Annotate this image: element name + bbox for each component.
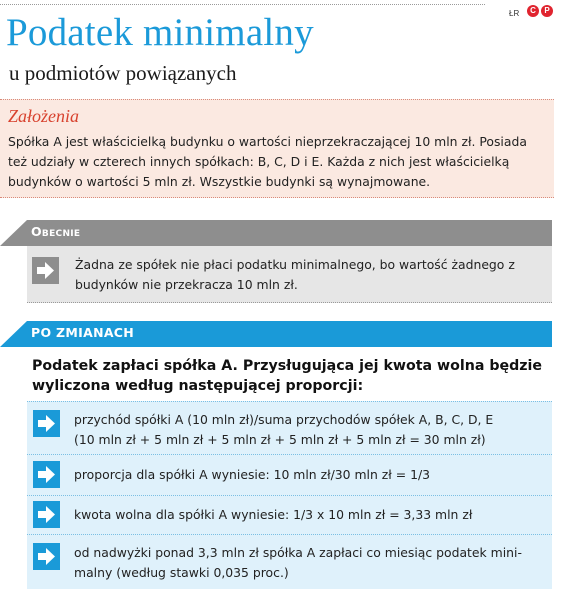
- current-banner: [0, 220, 552, 246]
- top-rule: [0, 4, 485, 5]
- after-banner: [0, 321, 552, 347]
- after-lead-text: Podatek zapłaci spółka A. Przysługująca jej kwota wolna będzie wyliczona według następującej proporcji:: [32, 358, 543, 394]
- list-item-line: proporcja dla spółki A wyniesie: 10 mln zł/30 mln zł = 1/3: [74, 467, 431, 482]
- arrow-right-icon: [33, 543, 60, 570]
- assumptions-text: Spółka A jest właścicielką budynku o wartości nieprzekraczającej 10 mln zł. Posiada też udziały w czterech innych spółkach: B, C, D i E. Każda z nich jest właścicielką budynków o wartości 5 mln zł. Wszystkie budynki są wynajmowane.: [8, 134, 527, 189]
- grey-banner-shape: [0, 220, 552, 246]
- arrow-right-icon: [33, 461, 60, 488]
- author-credit: ŁR: [509, 9, 520, 18]
- list-item-text: [74, 543, 544, 583]
- list-item-text: [74, 410, 544, 450]
- list-item-line: (10 mln zł + 5 mln zł + 5 mln zł + 5 mln zł + 5 mln zł = 30 mln zł): [74, 432, 486, 447]
- copyright-c-icon: C: [527, 5, 539, 17]
- list-item-line: kwota wolna dla spółki A wyniesie: 1/3 x 10 mln zł = 3,33 mln zł: [74, 507, 473, 522]
- copyright-p-icon: P: [541, 5, 553, 17]
- after-label: PO ZMIANACH: [31, 325, 135, 340]
- list-item: [27, 534, 552, 589]
- list-item: [27, 495, 552, 534]
- page-subtitle: u podmiotów powiązanych: [9, 61, 237, 85]
- current-text: Żadna ze spółek nie płaci podatku minimalnego, bo wartość żadnego z budynków nie przekracza 10 mln zł.: [75, 257, 515, 292]
- current-label: Obecnie: [31, 224, 81, 239]
- list-item: [27, 454, 552, 495]
- current-row: [27, 246, 552, 303]
- arrow-right-icon: [33, 501, 60, 528]
- list-item-text: [74, 465, 544, 485]
- list-item: [27, 401, 552, 454]
- list-item-line: malny (według stawki 0,035 proc.): [74, 565, 289, 580]
- assumptions-heading: Założenia: [8, 106, 80, 126]
- list-item-text: [74, 505, 544, 525]
- list-item-line: od nadwyżki ponad 3,3 mln zł spółka A zapłaci co miesiąc podatek mini-: [74, 545, 522, 560]
- assumptions-box: [0, 99, 554, 198]
- page-title: Podatek minimalny: [6, 11, 314, 54]
- list-item-line: przychód spółki A (10 mln zł)/suma przychodów spółek A, B, C, D, E: [74, 412, 494, 427]
- arrow-right-icon: [32, 257, 59, 284]
- arrow-right-icon: [33, 410, 60, 437]
